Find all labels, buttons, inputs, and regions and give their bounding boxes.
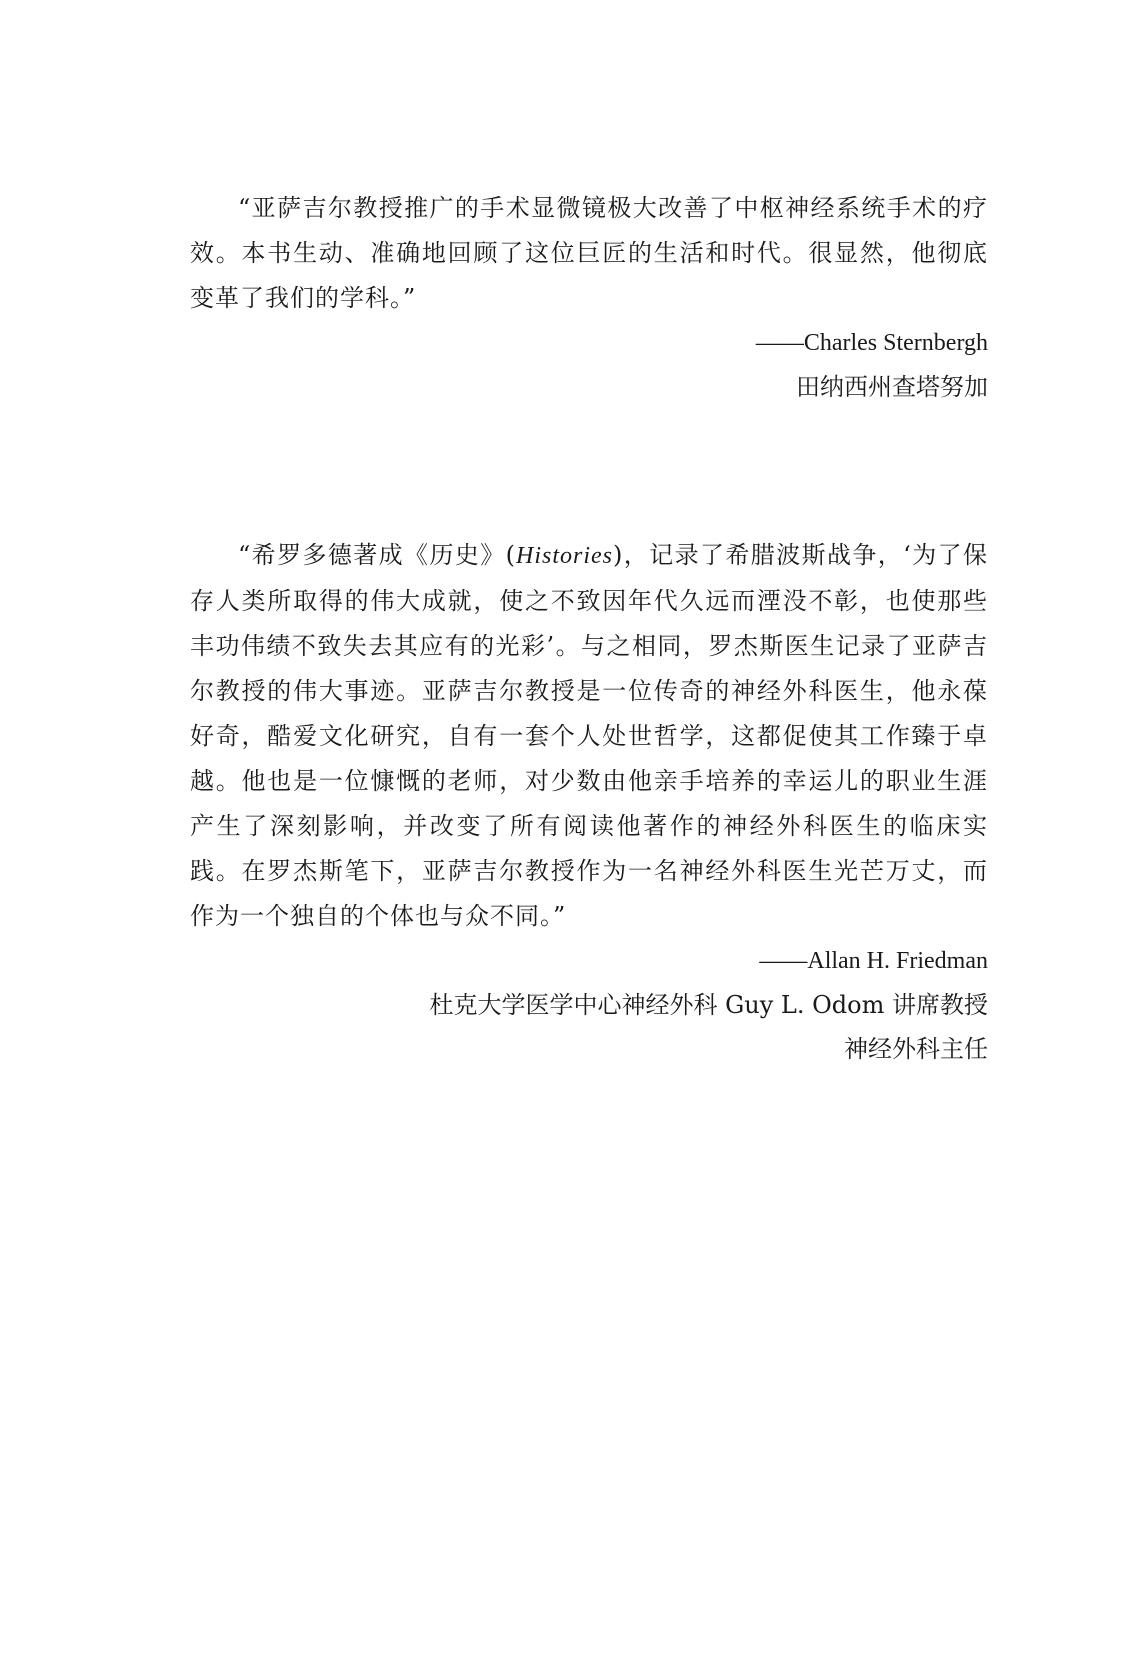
- testimonial-author: ——Charles Sternbergh: [755, 330, 988, 356]
- testimonial-block-2: [190, 533, 988, 1071]
- testimonial-block-1: [190, 186, 988, 409]
- testimonial-affiliation-line-2: 神经外科主任: [844, 1035, 988, 1063]
- book-title-italic: Histories: [516, 543, 614, 569]
- testimonial-author: ——Allan H. Friedman: [759, 948, 988, 974]
- testimonial-affiliation: 田纳西州查塔努加: [796, 373, 988, 401]
- testimonial-quote: “亚萨吉尔教授推广的手术显微镜极大改善了中枢神经系统手术的疗效。本书生动、准确地回顾了这位巨匠的生活和时代。很显然，他彻底变革了我们的学科。”: [190, 194, 988, 312]
- quote-text-start: “希罗多德著成《历史》(: [238, 541, 517, 569]
- testimonial-quote: [190, 533, 988, 939]
- quote-text-rest: )，记录了希腊波斯战争，‘为了保存人类所取得的伟大成就，使之不致因年代久远而湮没不彰，也使那些丰功伟绩不致失去其应有的光彩’。与之相同，罗杰斯医生记录了亚萨吉尔教授的伟大事迹。亚萨吉尔教授是一位传奇的神经外科医生，他永葆好奇，酷爱文化研究，自有一套个人处世哲学，这都促使其工作臻于卓越。他也是一位慷慨的老师，对少数由他亲手培养的幸运儿的职业生涯产生了深刻影响，并改变了所有阅读他著作的神经外科医生的临床实践。在罗杰斯笔下，亚萨吉尔教授作为一名神经外科医生光芒万丈，而作为一个独自的个体也与众不同。”: [190, 541, 988, 930]
- testimonial-affiliation-line-1: 杜克大学医学中心神经外科 Guy L. Odom 讲席教授: [429, 991, 988, 1019]
